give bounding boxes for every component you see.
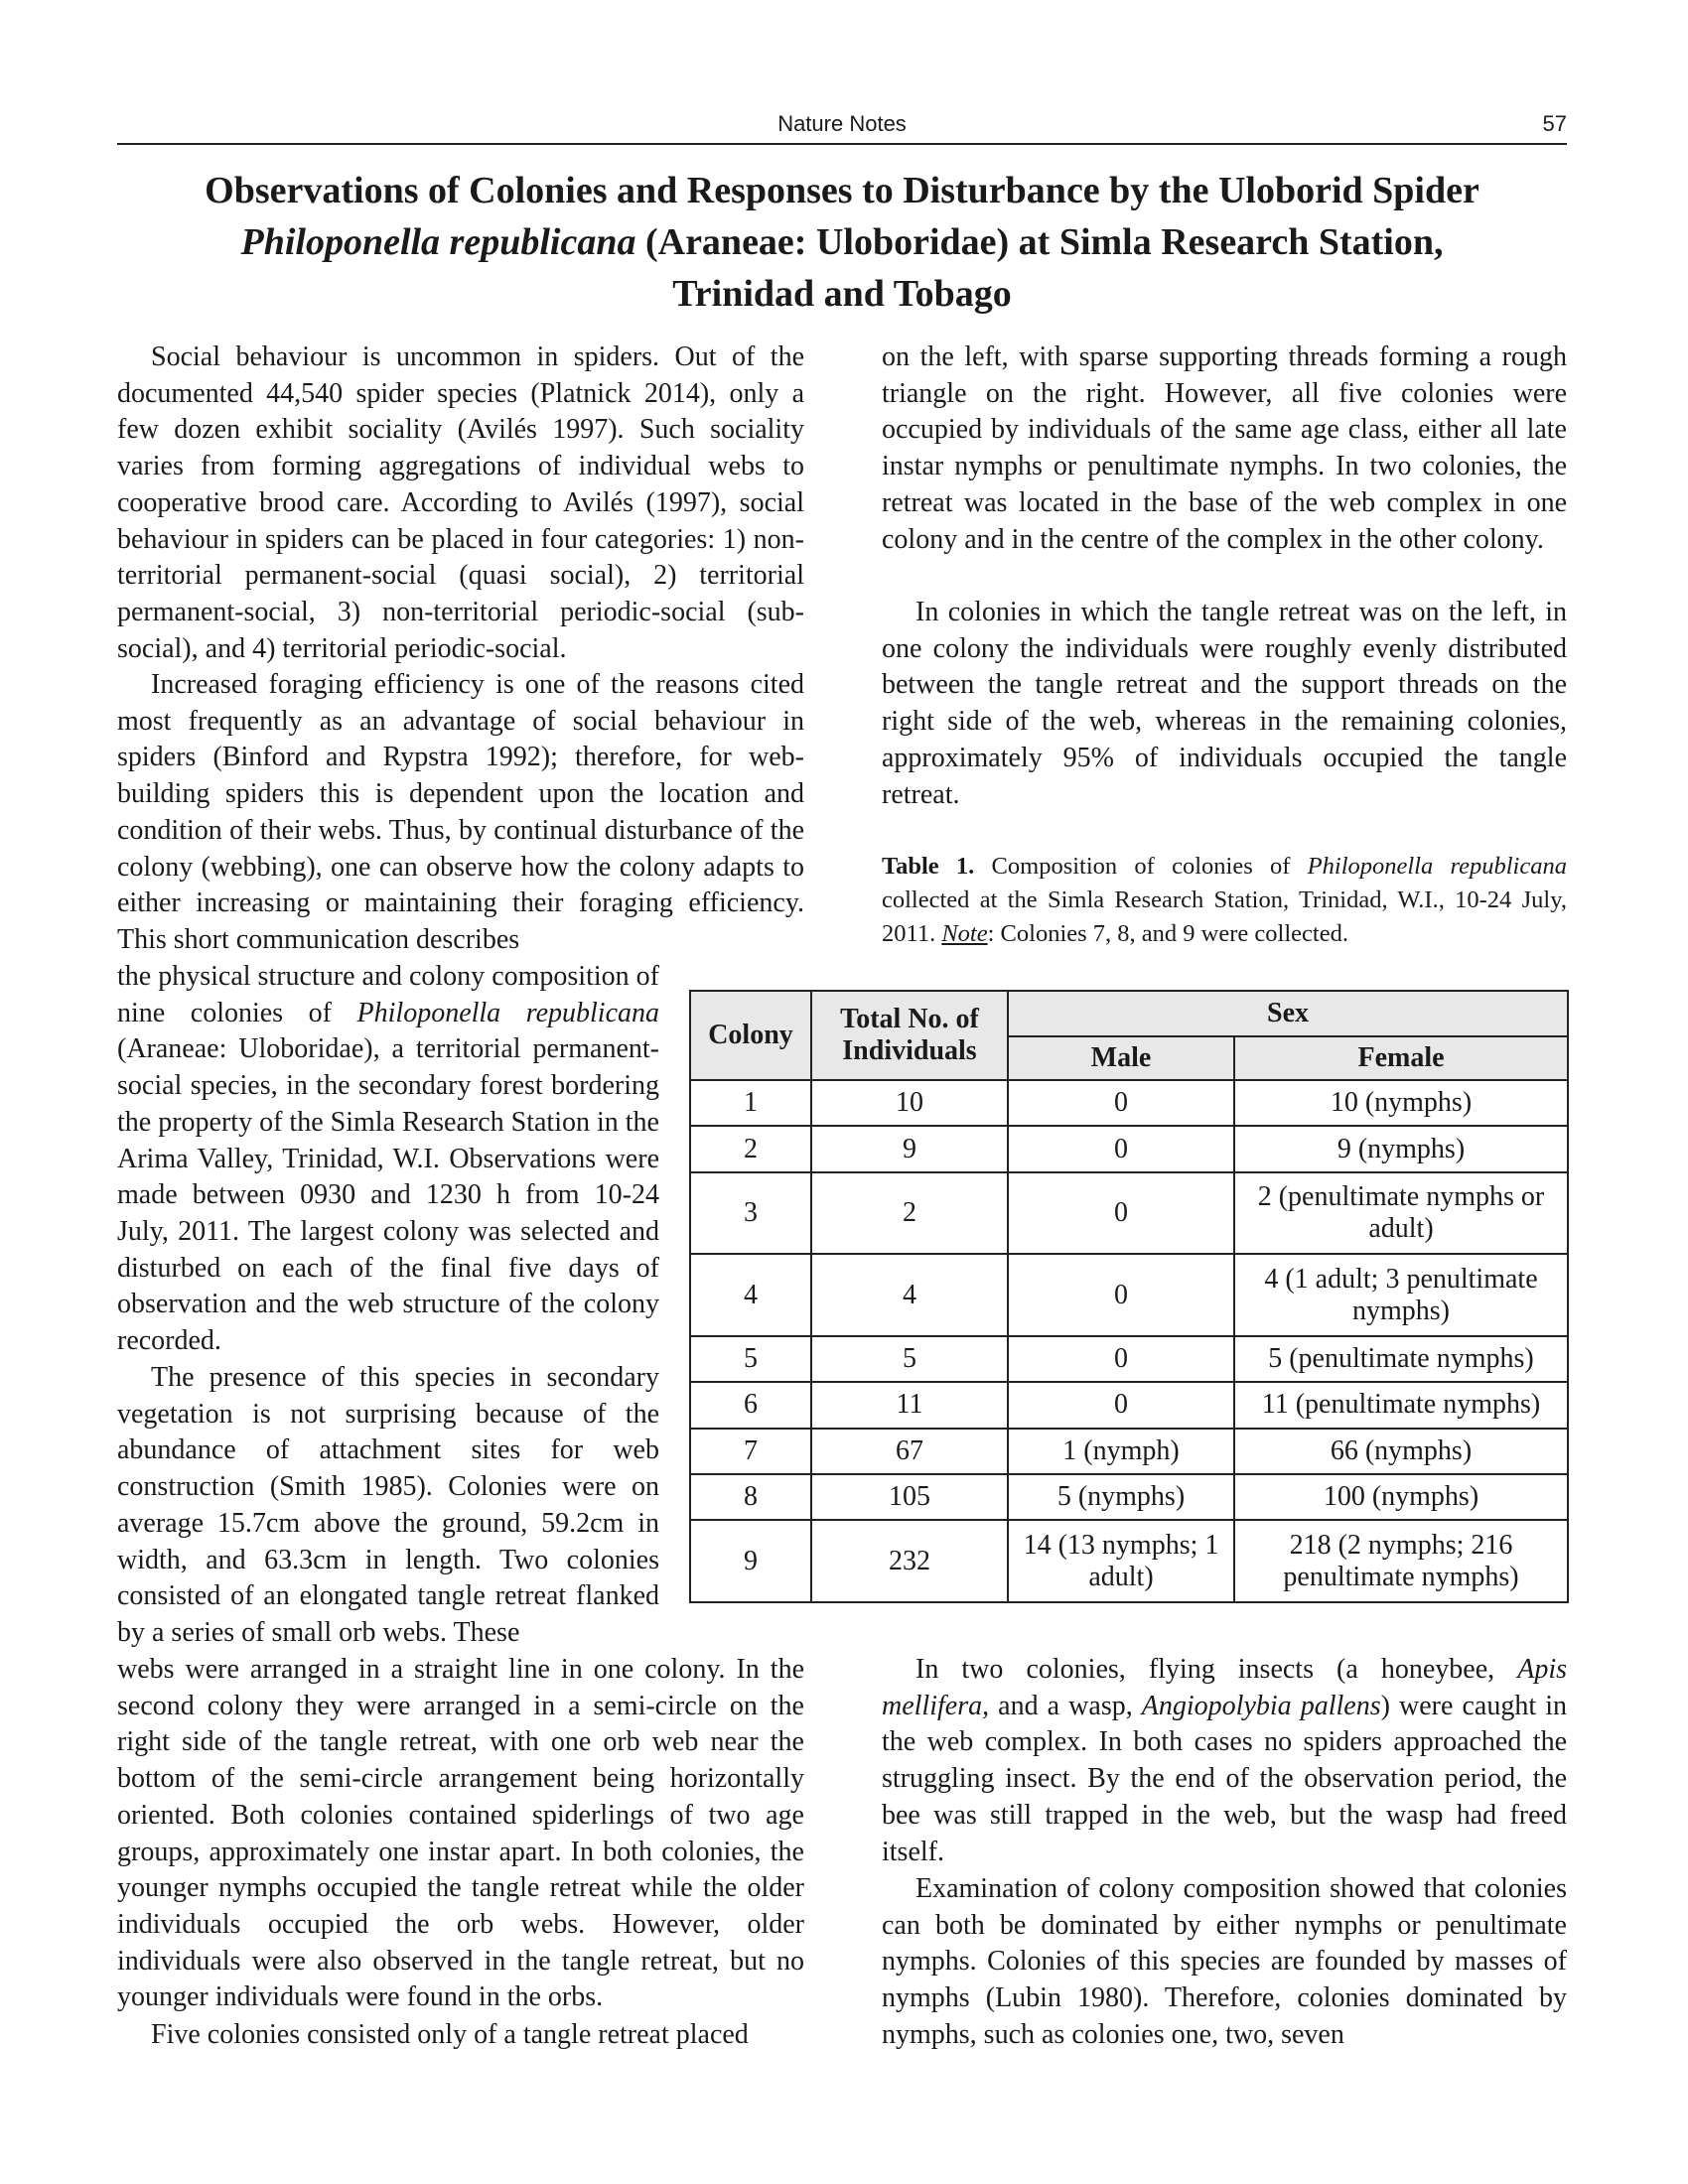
title-line-1: Observations of Colonies and Responses to Disturbance by the Uloborid Spider (205, 170, 1479, 211)
table-label: Table 1. (882, 853, 975, 880)
p3-text-c: ) were caught in the web complex. In both cases no spiders approached the struggling insect. By the end of the observation period, the bee was still trapped in the web, but the wasp had freed itself. (882, 1690, 1567, 1867)
header-male: Male (1008, 1036, 1234, 1080)
cell-male: 0 (1008, 1254, 1234, 1336)
cell-colony: 2 (690, 1126, 811, 1171)
cell-female: 9 (nymphs) (1234, 1126, 1568, 1171)
cell-female: 100 (nymphs) (1234, 1474, 1568, 1520)
cell-total: 4 (811, 1254, 1008, 1336)
title-line-2 (117, 216, 1567, 268)
cell-male: 5 (nymphs) (1008, 1474, 1234, 1520)
header-colony: Colony (690, 991, 811, 1080)
p2-wrap-species: Philoponella republicana (356, 997, 660, 1028)
left-paragraph-1: Social behaviour is uncommon in spiders. Out of the documented 44,540 spider species (Platnick 2014), only a few dozen exhibit sociality (Avilés 1997). Such sociality varies from forming aggregations of individual webs to cooperative brood care. According to Avilés (1997), social behaviour in spiders can be placed in four categories: 1) non-territorial permanent-social (quasi social), 2) territorial permanent-social, 3) non-territorial periodic-social (sub-social), and 4) territorial periodic-social. (117, 341, 804, 664)
article-title (117, 165, 1567, 320)
cell-total: 105 (811, 1474, 1008, 1520)
cell-total: 9 (811, 1126, 1008, 1171)
cell-colony: 5 (690, 1336, 811, 1382)
cell-female: 4 (1 adult; 3 penultimate nymphs) (1234, 1254, 1568, 1336)
colony-composition-table (689, 990, 1569, 1603)
caption-text-a: Composition of colonies of (974, 853, 1308, 880)
cell-female: 5 (penultimate nymphs) (1234, 1336, 1568, 1382)
cell-total: 232 (811, 1520, 1008, 1602)
cell-colony: 1 (690, 1080, 811, 1126)
cell-male: 0 (1008, 1382, 1234, 1428)
p3-text-b: and a wasp, (989, 1690, 1142, 1721)
right-paragraph-1: on the left, with sparse supporting threads forming a rough triangle on the right. However, all five colonies were occupied by individuals of the same age class, either all late instar nymphs or penultimate nymphs. In two colonies, the retreat was located in the base of the web complex in one colony and in the centre of the complex in the other colony. (882, 341, 1567, 555)
cell-male: 1 (nymph) (1008, 1429, 1234, 1474)
caption-note-text: : Colonies 7, 8, and 9 were collected. (987, 920, 1348, 947)
cell-female: 10 (nymphs) (1234, 1080, 1568, 1126)
table-row (690, 1520, 1568, 1602)
table-row (690, 1172, 1568, 1255)
right-paragraph-4: Examination of colony composition showed that colonies can both be dominated by either nymphs or penultimate nymphs. Colonies of this species are founded by masses of nymphs (Lubin 1980). Therefore, colonies dominated by nymphs, such as colonies one, two, seven (882, 1873, 1567, 2050)
cell-female: 218 (2 nymphs; 216 penultimate nymphs) (1234, 1520, 1568, 1602)
title-line-2-rest: (Araneae: Uloboridae) at Simla Research Station, (635, 221, 1444, 263)
table-caption (882, 850, 1567, 951)
cell-colony: 9 (690, 1520, 811, 1602)
cell-total: 10 (811, 1080, 1008, 1126)
cell-male: 0 (1008, 1172, 1234, 1255)
cell-total: 11 (811, 1382, 1008, 1428)
left-paragraph-2-wrap (117, 959, 659, 1360)
cell-colony: 3 (690, 1172, 811, 1255)
table-row (690, 1336, 1568, 1382)
cell-total: 5 (811, 1336, 1008, 1382)
cell-colony: 7 (690, 1429, 811, 1474)
caption-note-label: Note (941, 920, 988, 947)
cell-colony: 6 (690, 1382, 811, 1428)
cell-colony: 8 (690, 1474, 811, 1520)
page-number: 57 (1542, 111, 1567, 136)
right-paragraph-2: In colonies in which the tangle retreat was on the left, in one colony the individuals were roughly evenly distributed between the tangle retreat and the support threads on the right side of the web, whereas in the remaining colonies, approximately 95% of individuals occupied the tangle retreat. (882, 597, 1567, 810)
honeybee-species: Apis mellifera, (882, 1654, 1567, 1721)
left-paragraph-3-wrap: The presence of this species in secondary vegetation is not surprising because of the abundance of attachment sites for web construction (Smith 1985). Colonies were on average 15.7cm above the ground, 59.2cm in width, and 63.3cm in length. Two colonies consisted of an elongated tangle retreat flanked by a series of small orb webs. These (117, 1362, 659, 1648)
p2-wrap-text-a: the physical structure and colony composition of nine colonies of (117, 961, 659, 1028)
header-female: Female (1234, 1036, 1568, 1080)
left-paragraph-2: Increased foraging efficiency is one of the reasons cited most frequently as an advantage of social behaviour in spiders (Binford and Rypstra 1992); therefore, for web-building spiders this is dependent upon the location and condition of their webs. Thus, by continual disturbance of the colony (webbing), one can observe how the colony adapts to either increasing or maintaining their foraging efficiency. This short communication describes (117, 669, 804, 955)
right-paragraph-3 (882, 1652, 1567, 1870)
title-line-3: Trinidad and Tobago (672, 273, 1012, 315)
table-row (690, 1254, 1568, 1336)
cell-male: 14 (13 nymphs; 1 adult) (1008, 1520, 1234, 1602)
p2-wrap-text-b: (Araneae: Uloboridae), a territorial permanent-social species, in the secondary forest bordering the property of the Simla Research Station in the Arima Valley, Trinidad, W.I. Observations were made between 0930 and 1230 h from 10-24 July, 2011. The largest colony was selected and disturbed on each of the final five days of observation and the web structure of the colony recorded. (117, 1033, 659, 1357)
left-paragraph-4: Five colonies consisted only of a tangle retreat placed (151, 2019, 749, 2050)
cell-total: 67 (811, 1429, 1008, 1474)
caption-text-b: collected at the Simla Research Station, Trinidad, W.I., 10-24 July, 2011. (882, 887, 1567, 947)
table-row (690, 1429, 1568, 1474)
caption-species: Philoponella republicana (1307, 853, 1567, 880)
species-name: Philoponella republicana (240, 221, 636, 263)
cell-male: 0 (1008, 1080, 1234, 1126)
table-row (690, 1382, 1568, 1428)
cell-total: 2 (811, 1172, 1008, 1255)
table-row (690, 1474, 1568, 1520)
wasp-species: Angiopolybia pallens (1141, 1690, 1381, 1721)
running-header (117, 111, 1567, 145)
cell-female: 2 (penultimate nymphs or adult) (1234, 1172, 1568, 1255)
journal-name: Nature Notes (777, 111, 907, 136)
cell-female: 66 (nymphs) (1234, 1429, 1568, 1474)
cell-colony: 4 (690, 1254, 811, 1336)
left-paragraph-3: webs were arranged in a straight line in one colony. In the second colony they were arranged in a semi-circle on the right side of the tangle retreat, with one orb web near the bottom of the semi-circle arrangement being horizontally oriented. Both colonies contained spiderlings of two age groups, approximately one instar apart. In both colonies, the younger nymphs occupied the tangle retreat while the older individuals occupied the orb webs. However, older individuals were also observed in the tangle retreat, but no younger individuals were found in the orbs. (117, 1654, 804, 2013)
cell-male: 0 (1008, 1336, 1234, 1382)
header-sex: Sex (1008, 991, 1568, 1036)
header-total: Total No. of Individuals (811, 991, 1008, 1080)
table-row (690, 1080, 1568, 1126)
p3-text-a: In two colonies, flying insects (a honeybee, (915, 1654, 1518, 1685)
table-row (690, 1126, 1568, 1171)
cell-female: 11 (penultimate nymphs) (1234, 1382, 1568, 1428)
cell-male: 0 (1008, 1126, 1234, 1171)
